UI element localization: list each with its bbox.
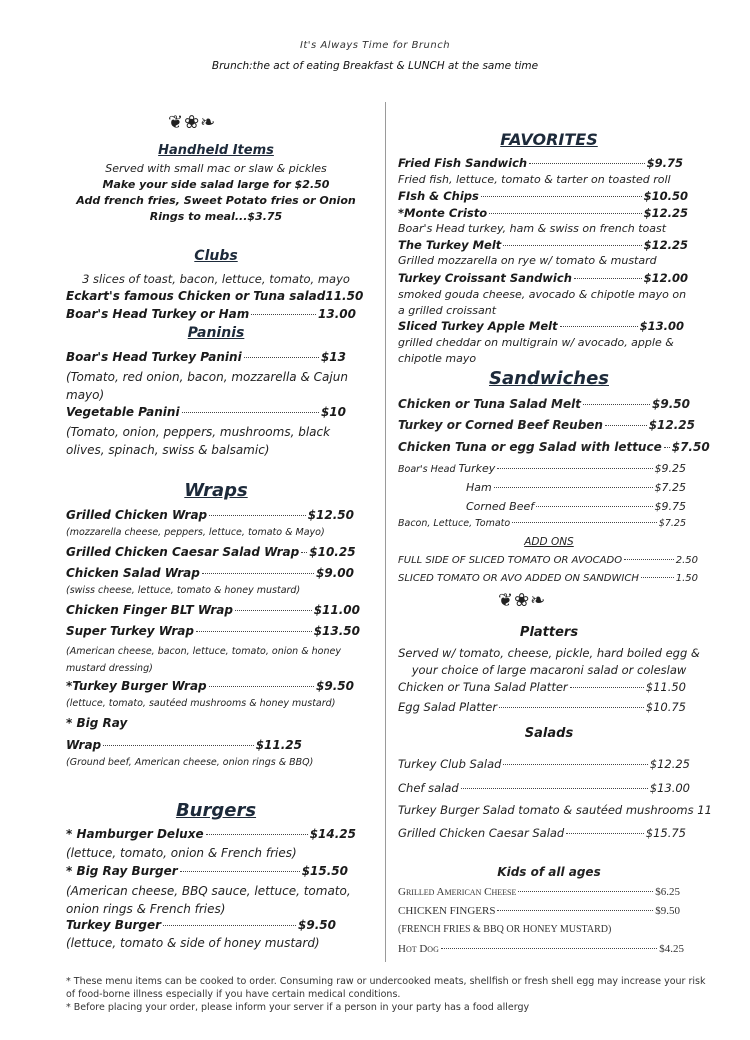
item-name: Sliced Turkey Apple Melt [398,319,558,333]
dot-leader [503,764,647,765]
item-desc: (lettuce, tomato, onion & French fries) [66,846,297,860]
item-price: $12.25 [648,418,695,432]
menu-item [66,918,336,932]
flourish-ornament-icon: ❦❀❧ [168,112,217,133]
item-price: $10 [320,405,346,419]
clubs-title: Clubs [194,248,238,264]
menu-item [66,508,354,522]
item-price: $9.50 [298,918,336,932]
item-price: 1.50 [675,573,698,584]
menu-item [398,518,686,529]
menu-item [398,803,712,817]
item-name: Corned Beef [466,500,535,513]
item-name: Chicken Finger BLT Wrap [66,603,233,617]
item-name: Turkey or Corned Beef Reuben [398,418,603,432]
item-price: $11.25 [255,738,302,752]
item-name: *Turkey Burger Wrap [66,679,207,693]
item-name: *Monte Cristo [398,206,488,220]
brunch-definition: Brunch:the act of eating Breakfast & LUNCH at the same time [211,60,539,72]
item-desc: (swiss cheese, lettuce, tomato & honey mustard) [66,585,301,596]
item-name: Wrap [66,738,102,752]
platters-desc: Served w/ tomato, cheese, pickle, hard boiled egg & your choice of large macaroni salad or coleslaw [398,646,700,677]
item-desc: (American cheese, BBQ sauce, lettuce, tomato, onion rings & French fries) [66,884,351,916]
handheld-line-4: Rings to meal...$3.75 [149,210,283,223]
item-name: Grilled American Cheese [398,886,517,898]
item-price: $15.50 [301,864,348,878]
tagline: It's Always Time for Brunch [299,40,451,51]
item-desc: (Tomato, red onion, bacon, mozzarella & Cajun mayo) [66,370,348,402]
item-name: Vegetable Panini [66,405,180,419]
item-name: Fried Fish Sandwich [398,156,528,170]
dot-leader [624,559,674,560]
item-price: $10.50 [643,189,688,203]
dot-leader [489,213,641,214]
dot-leader [163,925,296,926]
item-name: Super Turkey Wrap [66,624,194,638]
dot-leader [251,314,316,315]
menu-item [398,440,710,454]
dot-leader [560,326,638,327]
item-price: $9.50 [652,397,690,411]
item-price: $12.50 [307,508,354,522]
item-name: Chicken Salad Wrap [66,566,200,580]
dot-leader [103,745,254,746]
menu-item [66,545,354,559]
item-price: $7.25 [654,481,686,494]
dot-leader [518,891,653,892]
item-price: $13 [320,350,346,364]
menu-item [398,238,688,252]
item-name: Turkey Burger Salad tomato & sautéed mushrooms [398,803,694,817]
item-price: $9.75 [654,500,686,513]
wraps-title: Wraps [184,480,248,501]
item-name: * Hamburger Deluxe [66,827,204,841]
item-price: $9.00 [316,566,354,580]
item-price: 11.50 [325,289,364,303]
item-price: $7.25 [658,518,686,529]
item-desc: Boar's Head turkey, ham & swiss on french toast [398,222,667,235]
item-name: Boar's Head Turkey or Ham [66,307,250,321]
item-desc: (mozzarella cheese, peppers, lettuce, tomato & Mayo) [66,527,325,538]
salads-title: Salads [524,726,574,741]
allergy-disclaimer [66,975,706,1014]
menu-item [398,573,698,584]
item-name: Grilled Chicken Caesar Salad [398,826,565,840]
item-name: Chef salad [398,781,459,795]
dot-leader [481,196,642,197]
item-name: CHICKEN FINGERS [398,905,496,917]
menu-item [398,319,684,333]
item-desc: grilled cheddar on multigrain w/ avocado, apple & chipotle mayo [398,336,674,365]
item-price: $6.25 [655,886,680,898]
item-desc: Grilled mozzarella on rye w/ tomato & mustard [398,254,657,267]
column-divider [385,102,386,962]
item-desc: (Tomato, onion, peppers, mushrooms, black olives, spinach, swiss & balsamic) [66,425,331,457]
disclaimer-line-1: * These menu items can be cooked to order. Consuming raw or undercooked meats, shellfish or fresh shell egg may increase your risk of food-borne illness especially if you have certain medical conditions. [66,976,706,1000]
item-price: 13.00 [318,307,356,321]
item-price: $11.50 [645,680,686,694]
item-price: $13.50 [313,624,360,638]
dot-leader [512,522,657,523]
menu-item [398,206,688,220]
menu-item-line: * Big Ray [66,716,128,730]
item-desc: (lettuce, tomato & side of honey mustard) [66,936,320,950]
item-price: $4.25 [659,943,684,955]
dot-leader [583,404,650,405]
item-name: Chicken or Tuna Salad Platter [398,680,568,694]
dot-leader [497,910,653,911]
item-price: $9.50 [316,679,354,693]
menu-item [398,680,686,694]
clubs-desc: 3 slices of toast, bacon, lettuce, tomato, mayo [82,272,350,286]
boars-head-prefix: Boar's Head [398,464,456,475]
menu-item [466,500,686,513]
item-name: Turkey Club Salad [398,757,502,771]
item-price: $12.25 [643,206,688,220]
item-price: 2.50 [675,555,698,566]
item-name: Ham [466,481,492,494]
favorites-title: FAVORITES [500,130,598,149]
menu-item [66,624,360,638]
menu-item [398,271,688,285]
flourish-ornament-icon: ❦❀❧ [498,590,547,611]
menu-item [398,189,688,203]
menu-item [398,156,683,170]
item-name: Chicken or Tuna Salad Melt [398,397,581,411]
dot-leader [497,468,652,469]
item-price: 11 [697,803,712,817]
menu-item [398,826,686,840]
item-name: Eckart's famous Chicken or Tuna salad [66,289,326,303]
dot-leader [235,610,312,611]
item-desc: Fried fish, lettuce, tomato & tarter on toasted roll [398,173,671,186]
dot-leader [494,487,653,488]
item-name: Bacon, Lettuce, Tomato [398,518,511,529]
dot-leader [566,833,644,834]
menu-item [398,886,680,898]
menu-item [66,350,346,364]
item-name: Turkey Croissant Sandwich [398,271,572,285]
item-name: * Big Ray Burger [66,864,178,878]
menu-item [66,864,348,878]
kids-note: (FRENCH FRIES & BBQ OR HONEY MUSTARD) [398,924,612,935]
dot-leader [536,506,652,507]
item-name: Turkey Burger [66,918,162,932]
dot-leader [182,412,319,413]
item-price: $9.50 [655,905,680,917]
dot-leader [209,515,306,516]
item-name: Grilled Chicken Caesar Salad Wrap [66,545,300,559]
dot-leader [664,447,670,448]
menu-item [398,462,686,475]
platters-title: Platters [519,625,579,640]
dot-leader [605,425,647,426]
dot-leader [202,573,314,574]
item-name: Hot Dog [398,943,439,955]
item-price: $12.25 [643,238,688,252]
menu-item [66,827,356,841]
item-price: $9.75 [646,156,683,170]
paninis-title: Paninis [187,325,245,341]
dot-leader [209,686,314,687]
dot-leader [244,357,319,358]
item-price: $12.25 [649,757,690,771]
dot-leader [499,707,644,708]
item-name: Grilled Chicken Wrap [66,508,208,522]
dot-leader [206,834,308,835]
dot-leader [461,788,648,789]
menu-item [66,603,360,617]
menu-item [398,905,680,917]
menu-item [398,700,686,714]
handheld-line-3: Add french fries, Sweet Potato fries or Onion [76,194,356,207]
menu-item [66,307,356,321]
menu-item [466,481,686,494]
item-price: $7.50 [671,440,710,454]
dot-leader [196,631,312,632]
item-name: FULL SIDE OF SLICED TOMATO OR AVOCADO [398,555,623,566]
menu-item [398,397,690,411]
menu-item [398,757,690,771]
item-name: Egg Salad Platter [398,700,498,714]
item-price: $14.25 [309,827,356,841]
dot-leader [574,278,642,279]
menu-item [66,289,364,303]
menu-item [398,418,695,432]
item-desc: (American cheese, bacon, lettuce, tomato, onion & honey mustard dressing) [66,646,341,674]
dot-leader [529,163,645,164]
menu-item [398,555,698,566]
item-name: Boar's Head Turkey Panini [66,350,242,364]
item-name: Chicken Tuna or egg Salad with lettuce [398,440,662,454]
menu-item [398,781,690,795]
item-price: $9.25 [654,462,686,475]
item-price: $13.00 [649,781,690,795]
item-desc: smoked gouda cheese, avocado & chipotle mayo on a grilled croissant [398,288,687,317]
menu-item [66,738,302,752]
item-name: FIsh & Chips [398,189,479,203]
dot-leader [570,687,644,688]
kids-title: Kids of all ages [497,865,601,879]
menu-item [398,943,684,955]
item-price: $15.75 [645,826,686,840]
item-desc: (Ground beef, American cheese, onion rings & BBQ) [66,757,314,768]
dot-leader [180,871,300,872]
menu-item [66,405,346,419]
item-name: The Turkey Melt [398,238,502,252]
dot-leader [301,552,307,553]
dot-leader [641,577,674,578]
item-price: $11.00 [313,603,360,617]
item-name: SLICED TOMATO OR AVO ADDED ON SANDWICH [398,573,639,584]
item-price: $12.00 [643,271,688,285]
addons-title: ADD ONS [524,536,574,548]
dot-leader [503,245,641,246]
burgers-title: Burgers [175,800,257,821]
item-desc: (lettuce, tomato, sautéed mushrooms & honey mustard) [66,698,336,709]
dot-leader [441,948,657,949]
disclaimer-line-2: * Before placing your order, please inform your server if a person in your party has a food allergy [66,1002,530,1013]
sandwiches-title: Sandwiches [488,368,609,389]
menu-item [66,679,354,693]
handheld-title: Handheld Items [158,143,274,158]
handheld-line-2: Make your side salad large for $2.50 [102,178,330,191]
menu-item [66,566,354,580]
item-price: $10.25 [309,545,356,559]
handheld-line-1: Served with small mac or slaw & pickles [105,162,327,175]
item-price: $10.75 [645,700,686,714]
item-name: Turkey [458,462,496,475]
item-price: $13.00 [639,319,684,333]
